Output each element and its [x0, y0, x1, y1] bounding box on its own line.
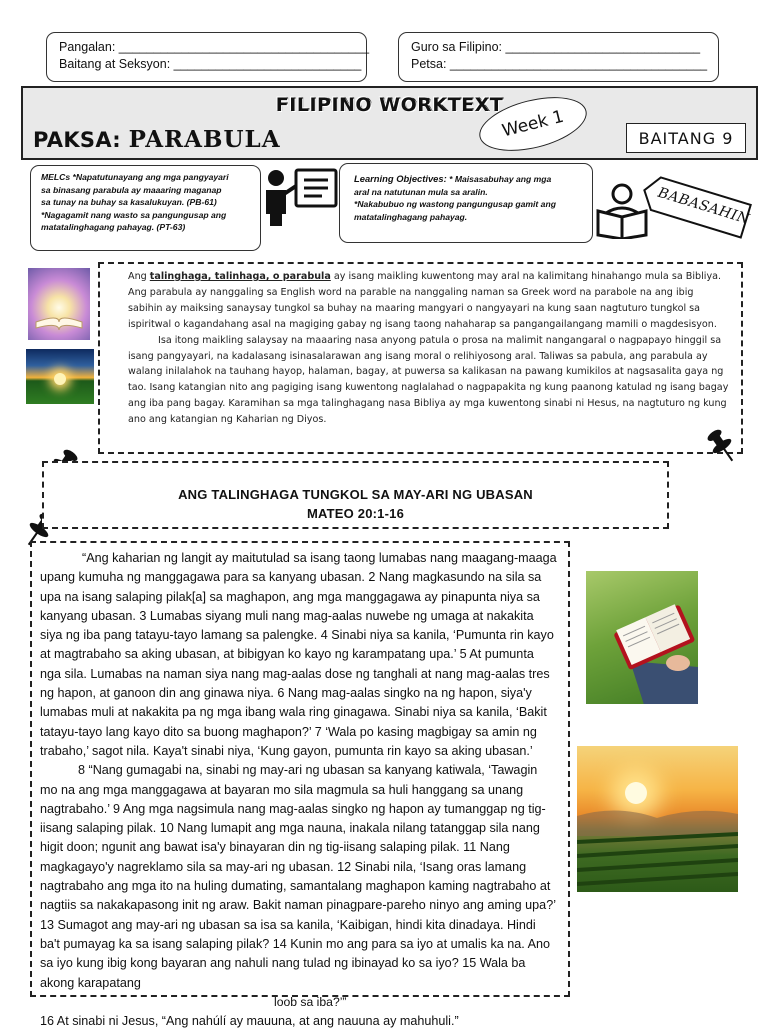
teacher-info-box	[398, 32, 719, 82]
melcs-line: MELCs *Napatutunayang ang mga pangyayari	[41, 172, 229, 182]
worktext-title: FILIPINO WORKTEXT	[275, 94, 504, 116]
week-label: Week 1	[500, 106, 566, 142]
story-paragraph: “Ang kaharian ng langit ay maitutulad sa isang taong lumabas nang maagang-maaga upang kumuha ng manggagawa para sa kanyang ubasan. 2 Nang magkasundo na sila sa upa na isang salaping pilak[a] sa maghapon, ang mga manggagawa ay pinapunta niya sa kanyang ubasan. 3 Lumabas siyang muli nang mag-aalas nuwebe ng umaga at nakakita siya ng iba pang tatayu-tayo lamang sa palengke. 4 Sinabi niya sa kanila, ‘Pumunta rin kayo at magtrabaho sa aking ubasan, at bibigyan ko kayo ng karampatang upa.’ 5 At pumunta nga sila. Lumabas na naman siya nang mag-aalas dose ng tanghali at nang mag-aalas tres ng hapon, at ganoon din ang ginawa niya. 6 Nang mag-aalas singko na ng hapon, siya'y lumabas muli at nakakita pa ng mga ibang wala ring ginagawa. Sinabi niya sa kanila, ‘Bakit tatayu-tayo lang kayo dito sa buong maghapon?’ 7 ‘Wala po kasing magbigay sa amin ng trabaho,’ sagot nila. Kaya't sinabi niya, ‘Kung gayon, pumunta rin kayo sa aking ubasan.’	[40, 551, 557, 758]
pushpin-icon	[707, 426, 737, 471]
objectives-line: * Maisasabuhay ang mga	[446, 174, 552, 184]
story-title-box	[42, 461, 669, 529]
grade-label: BAITANG 9	[638, 128, 734, 148]
sunrise-vineyard-image	[577, 746, 738, 892]
student-info-box	[46, 32, 370, 82]
objectives-line: aral na natutunan mula sa aralin.	[354, 186, 488, 197]
babasahin-label: BABASAHIN	[655, 184, 752, 228]
baitang-seksyon-field[interactable]: Baitang at Seksyon: ___________________________	[59, 57, 362, 71]
story-verse-16: 16 At sinabi ni Jesus, “Ang nahúlí ay mauuna, at ang nauuna ay mahuhuli.”	[40, 1014, 459, 1029]
grade-badge	[626, 123, 746, 153]
melcs-line: sa tunay na buhay sa kasalukuyan. (PB-61)	[41, 197, 217, 207]
parabula-term: talinghaga, talinhaga, o parabula	[149, 271, 331, 282]
objectives-line: matatalinghagang pahayag.	[354, 211, 468, 222]
paksa-value: PARABULA	[128, 126, 281, 153]
intro-text-box	[98, 262, 743, 454]
objectives-lead: Learning Objectives:	[354, 173, 447, 184]
objectives-box	[339, 163, 593, 243]
objectives-line: *Nakabubuo ng wastong pangungusap gamit ang	[354, 199, 556, 209]
story-title: ANG TALINGHAGA TUNGKOL SA MAY-ARI NG UBASAN	[178, 487, 533, 502]
melcs-line: matatalinghagang pahayag. (PT-63)	[41, 222, 186, 232]
paksa-label: PAKSA:	[33, 128, 121, 152]
story-text-box	[30, 541, 570, 1029]
melcs-box	[30, 165, 261, 251]
story-paragraph: loob sa iba?’”	[274, 994, 347, 1009]
petsa-field[interactable]: Petsa: _____________________________________	[411, 57, 708, 71]
teacher-board-icon	[262, 164, 340, 233]
melcs-line: sa binasang parabula ay maaaring maganap	[41, 184, 222, 195]
paksa-heading	[33, 126, 281, 153]
melcs-line: *Nagagamit nang wasto sa pangungusap ang	[41, 209, 227, 220]
open-bible-light-image	[28, 268, 90, 340]
guro-field[interactable]: Guro sa Filipino: ____________________________	[411, 40, 701, 54]
sunset-field-image	[26, 349, 94, 404]
intro-paragraph-2: Isa itong maikling salaysay na maaaring nasa anyong patula o prosa na malimit nangangaral o nagpapayo hinggil sa isang pangyayari, na kadalasang isinasalarawan ang isang moral o relihiyosong aral. Taliwas sa pabula, ang parabula ay walang inilalahok na tauhang hayop, halaman, bagay, at puwersa sa kalikasan na pawang kumikilos at nagsasalita gaya ng tao. Isang katangian nito ang pagiging isang kuwentong naglalahad o nagpapakita ng kung paanong katulad ng isang bagay ang iba pang bagay. Karamihan sa mga talinghagang nasa Bibliya ay mga kuwentong sinabi ni Hesus, na nagtuturo ng kung ano ang katangian ng Kaharian ng Diyos.	[128, 334, 729, 426]
intro-paragraph-1: Ang talinghaga, talinhaga, o parabula ay isang maikling kuwentong may aral na kalimitang hinahango mula sa Bibliya. Ang parabula ay nanggaling sa English word na parable na nanggaling naman sa Greek word na parabole na ang ibig sabihin ay maiksing sanaysay tungkol sa buhay na maaring mangyari o nangyayari na kung saan nagtuturo tungkol sa ispiritwal o kagandahang asal na magiging gabay ng isang taong nahaharap sa pangangailangang mamili o magdesisyon.	[128, 271, 722, 330]
story-paragraph: 8 “Nang gumagabi na, sinabi ng may-ari ng ubasan sa kanyang katiwala, ‘Tawagin mo na ang mga manggagawa at bayaran mo sila magmula sa huli hanggang sa unang nagtrabaho.’ 9 Ang mga nagsimula nang mag-aalas singko ng hapon ay tumanggap ng tig-iisang salaping pilak. 10 Nang lumapit ang mga nauna, inakala nilang tatanggap sila nang higit doon; ngunit ang bawat isa'y binayaran din ng tig-iisang salaping pilak. 11 Nang magkagayo'y nagreklamo sila sa may-ari ng ubasan. 12 Sinabi nila, ‘Isang oras lamang nagtrabaho ang mga ito na huling dumating, samantalang maghapon kaming nagtrabaho at nagtiis sa nakakapasong init ng araw. Bakit naman pinagpare-pareho ninyo ang aming upa?’ 13 Sumagot ang may-ari ng ubasan sa isa sa kanila, ‘Kaibigan, hindi kita dinadaya. Hindi ba't pumayag ka sa isang salaping pilak? 14 Kunin mo ang para sa iyo at umalis ka na. Ano sa iyo kung ibig kong bayaran ang nahuli nang tulad ng ibinayad ko sa iyo? 15 Wala ba akong karapatang	[40, 763, 556, 990]
reading-bible-grass-image	[586, 571, 698, 704]
pangalan-field[interactable]: Pangalan: ____________________________________	[59, 40, 370, 54]
story-reference: MATEO 20:1-16	[307, 506, 404, 521]
